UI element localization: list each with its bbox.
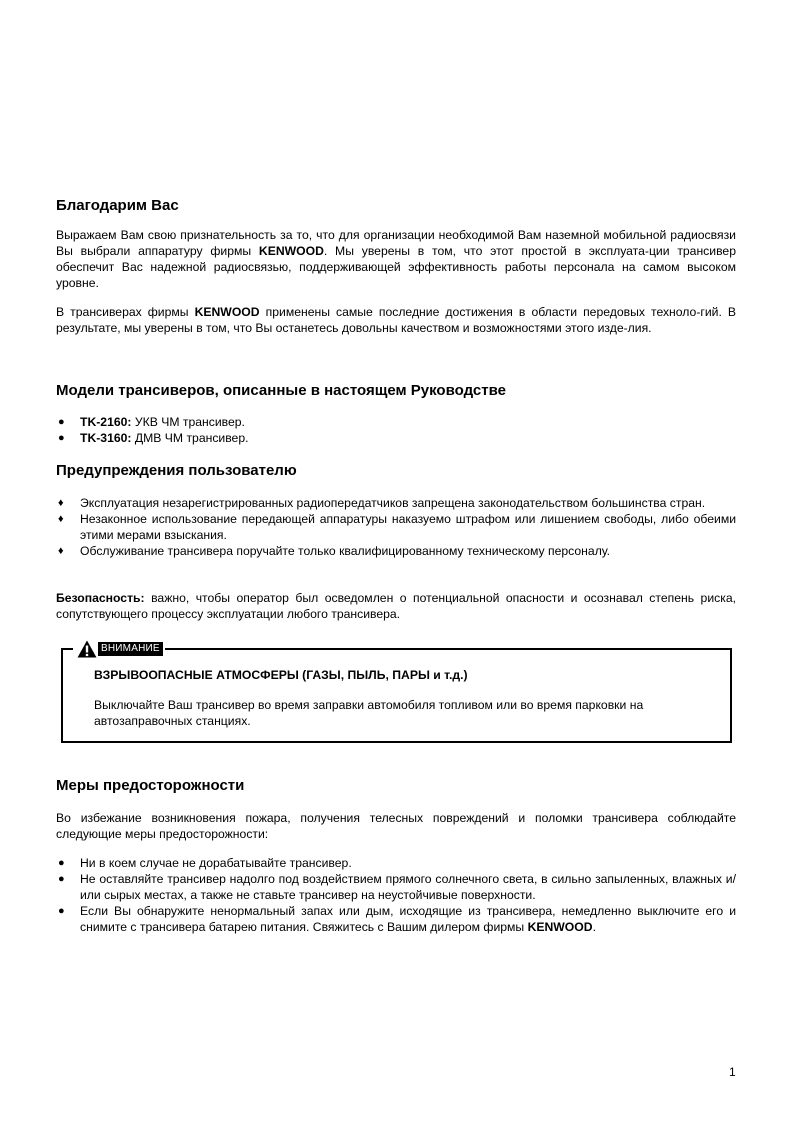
warning-text: Незаконное использование передающей аппаратуры наказуемо штрафом или лишением свободы, либо обеими этими мерами взыскания.: [80, 512, 736, 542]
caution-label: [73, 640, 165, 658]
list-item: [56, 543, 736, 559]
bullet-icon: ●: [58, 432, 65, 444]
list-item: [56, 855, 736, 871]
precaution-text-a: Если Вы обнаружите ненормальный запах или дым, исходящие из трансивера, немедленно выключите его и снимите с трансивера батарею питания. Свяжитесь с Вашим дилером фирмы: [80, 904, 736, 934]
diamond-icon: ♦: [58, 545, 64, 557]
diamond-icon: ♦: [58, 513, 64, 525]
list-item: [56, 511, 736, 543]
warning-text: Обслуживание трансивера поручайте только квалифицированному техническому персоналу.: [80, 544, 611, 558]
model-name: TK-2160:: [80, 415, 132, 429]
intro-paragraph-2: [56, 304, 736, 336]
model-desc: УКВ ЧМ трансивер.: [131, 415, 245, 429]
warning-text: Эксплуатация незарегистрированных радиопередатчиков запрещена законодательством большинства стран.: [80, 496, 706, 510]
safety-label: Безопасность:: [56, 591, 145, 605]
bullet-icon: ●: [58, 873, 65, 885]
intro-p2-text-a: В трансиверах фирмы: [56, 305, 195, 319]
list-item: [56, 495, 736, 511]
precautions-list: [56, 855, 736, 935]
caution-title: ВЗРЫВООПАСНЫЕ АТМОСФЕРЫ (ГАЗЫ, ПЫЛЬ, ПАРЫ и т.д.): [94, 668, 468, 682]
model-name: TK-3160:: [80, 431, 132, 445]
diamond-icon: ♦: [58, 497, 64, 509]
list-item: [56, 871, 736, 903]
safety-paragraph: [56, 590, 736, 622]
safety-text: важно, чтобы оператор был осведомлен о потенциальной опасности и осознавал степень риска, сопутствующего процессу эксплуатации любого трансивера.: [56, 591, 736, 621]
page-number: 1: [729, 1065, 736, 1079]
warning-icon: [77, 640, 97, 658]
heading-models: Модели трансиверов, описанные в настоящем Руководстве: [56, 382, 506, 399]
list-item: [56, 903, 736, 935]
heading-precautions: Меры предосторожности: [56, 777, 245, 794]
intro-p1-text-b: . Мы уверены в том, что этот простой в эксплуата-ции трансивер обеспечит Вас надежной радиосвязью, поддерживающей эффективность работы персонала на самом высоком уровне.: [56, 244, 736, 290]
brand-name: KENWOOD: [194, 305, 260, 319]
list-item: [56, 414, 736, 430]
bullet-icon: ●: [58, 905, 65, 917]
intro-paragraph-1: [56, 227, 736, 291]
caution-tag: ВНИМАНИЕ: [98, 642, 163, 656]
heading-thanks: Благодарим Вас: [56, 197, 179, 214]
caution-box: [61, 643, 732, 743]
intro-p2-text-b: применены самые последние достижения в области передовых техноло-гий. В результате, мы уверены в том, что Вы останетесь довольны качеством и возможностями этого изде-лия.: [56, 305, 737, 335]
brand-name: KENWOOD: [258, 244, 324, 258]
precautions-intro: Во избежание возникновения пожара, получения телесных повреждений и поломки трансивера соблюдайте следующие меры предосторожности:: [56, 811, 736, 841]
bullet-icon: ●: [58, 857, 65, 869]
bullet-icon: ●: [58, 416, 65, 428]
caution-text: Выключайте Ваш трансивер во время заправки автомобиля топливом или во время парковки на автозаправочных станциях.: [94, 698, 644, 728]
brand-name: KENWOOD: [527, 920, 593, 934]
precaution-text: Не оставляйте трансивер надолго под воздействием прямого солнечного света, в сильно запыленных, влажных и/или сырых местах, а также не ставьте трансивер на неустойчивые поверхности.: [80, 872, 736, 902]
model-desc: ДМВ ЧМ трансивер.: [131, 431, 249, 445]
models-list: [56, 414, 736, 446]
heading-warnings: Предупреждения пользователю: [56, 462, 297, 479]
precaution-text-b: .: [592, 920, 596, 934]
list-item: [56, 430, 736, 446]
warnings-list: [56, 495, 736, 559]
precaution-text: Ни в коем случае не дорабатывайте трансивер.: [80, 856, 352, 870]
intro-p1-text-a: Выражаем Вам свою признательность за то, что для организации необходимой Вам наземной мобильной радиосвязи Вы выбрали аппаратуру фирмы: [56, 228, 736, 258]
